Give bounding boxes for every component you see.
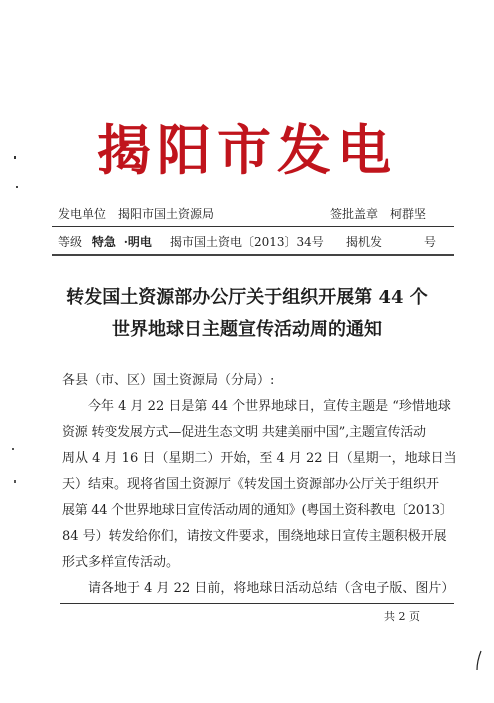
body-line-1: 今年 4 月 22 日是第 44 个世界地球日，宣传主题是 “珍惜地球 xyxy=(88,399,451,414)
issuing-unit: 发电单位 揭阳市国土资源局 xyxy=(58,207,215,221)
receiver-label: 揭机发 xyxy=(346,235,383,249)
scan-mark-2 xyxy=(16,186,18,188)
salutation: 各县（市、区）国土资源局（分局）: xyxy=(62,373,275,388)
body-line-6: 84 号）转发给你们，请按文件要求，围绕地球日宣传主题积极开展 xyxy=(62,529,447,544)
footer-rule xyxy=(60,603,454,604)
grade-value: 特急 xyxy=(91,235,116,249)
doc-number: 揭市国土资电〔2013〕34号 xyxy=(170,235,324,249)
scan-mark-4 xyxy=(14,480,16,483)
pen-stroke xyxy=(474,650,484,672)
body-line-7: 形式多样宣传活动。 xyxy=(62,555,180,570)
body-line-4: 天）结束。现将省国土资源厅《转发国土资源部办公厅关于组织开 xyxy=(62,477,440,492)
header-rule-bottom xyxy=(52,254,454,256)
body-line-3: 周从 4 月 16 日（星期二）开始，至 4 月 22 日（星期一，地球日当 xyxy=(62,451,457,466)
grade-row xyxy=(58,234,152,250)
body-line-5: 展第 44 个世界地球日宣传活动周的通知》(粤国土资科教电〔2013〕 xyxy=(62,503,453,518)
title-line-1: 转发国土资源部办公厅关于组织开展第 44 个 xyxy=(66,287,428,308)
title-line-2: 世界地球日主题宣传活动周的通知 xyxy=(112,319,382,340)
signer: 签批盖章 柯群坚 xyxy=(330,207,427,221)
masthead: 揭阳市发电 xyxy=(97,118,397,182)
grade-label: 等级 xyxy=(58,235,83,249)
scan-mark-3 xyxy=(12,448,14,450)
header-rule-top xyxy=(52,226,454,227)
body-line-8: 请各地于 4 月 22 日前，将地球日活动总结（含电子版、图片） xyxy=(88,581,455,596)
body-line-2: 资源 转变发展方式—促进生态文明 共建美丽中国”,主题宣传活动 xyxy=(62,425,426,440)
number-suffix: 号 xyxy=(424,235,437,249)
clarity: ·明电 xyxy=(123,235,152,249)
page-total: 共 2 页 xyxy=(384,610,420,623)
